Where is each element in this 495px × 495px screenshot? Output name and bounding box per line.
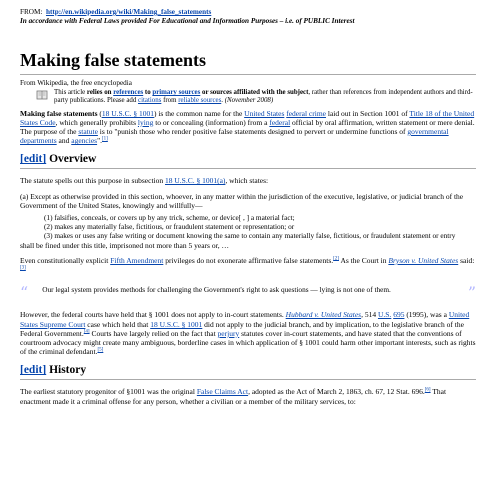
link-18-usc-1001a[interactable]: 18 U.S.C. § 1001(a) — [164, 176, 226, 186]
heading-history: [edit] History — [20, 364, 87, 377]
link-citations[interactable]: citations — [138, 97, 162, 105]
link-18-usc-1001[interactable]: 18 U.S.C. § 1001 — [101, 108, 154, 118]
statute-list — [44, 214, 476, 241]
link-federal-crime[interactable]: federal crime — [286, 108, 326, 118]
book-icon — [36, 89, 48, 101]
notice-text: This article relies on references to primary sources or sources affiliated with the subject, rather than references from independent authors and third-party publications. Please add citations from reliable sources. (November 2008) — [54, 89, 473, 105]
link-18-usc-1001-b[interactable]: 18 U.S.C. § 1001 — [150, 319, 203, 329]
link-references[interactable]: references — [113, 89, 144, 96]
link-fifth-amendment[interactable]: Fifth Amendment — [110, 255, 164, 265]
link-governmental-departments[interactable]: governmental departments — [20, 127, 449, 146]
blockquote — [20, 283, 476, 303]
link-perjury[interactable]: perjury — [217, 328, 240, 338]
ref-3[interactable]: [3] — [20, 265, 26, 271]
link-lying[interactable]: lying — [137, 117, 154, 127]
link-bryson[interactable]: Bryson v. United States — [388, 255, 459, 265]
close-quote-icon: ” — [467, 283, 476, 303]
overview-paragraph-4: Even constitutionally explicit Fifth Amendment privileges do not exonerate affirmative false statements.[2] As the Court in Bryson v. United States said:[3] — [20, 255, 475, 271]
link-false-claims-act[interactable]: False Claims Act — [196, 387, 249, 397]
history-paragraph-1: The earliest statutory progenitor of §1001 was the original False Claims Act, adopted as the Act of March 2, 1863, ch. 67, 12 Stat. 696.[6] That enactment made it a criminal offense for any person, whether a civilian or a member of the military services, to: — [20, 387, 447, 406]
overview-paragraph-1: The statute spells out this purpose in subsection 18 U.S.C. § 1001(a), which states: — [20, 176, 269, 186]
overview-paragraph-3: shall be fined under this title, imprisoned not more than 5 years or, … — [20, 240, 230, 250]
quote-text: Our legal system provides methods for challenging the Government's right to ask questions — lying is not one of them. — [42, 285, 391, 295]
notice-date: (November 2008) — [224, 97, 274, 105]
link-united-states[interactable]: United States — [244, 108, 285, 118]
ref-5[interactable]: [5] — [97, 347, 104, 353]
link-hubbard[interactable]: Hubbard v. United States — [285, 310, 362, 320]
intro-paragraph: Making false statements (18 U.S.C. § 1001) is the common name for the United States federal crime laid out in Section 1001 of Title 18 of the United States Code, which generally prohibits lying to or concealing (information) from a federal official by oral affirmation, written statement or mere denial. The purpose of the statute is to "punish those who render positive false statements designed to pervert or undermine functions of governmental departments and agencies".[1] — [20, 108, 475, 146]
ref-4[interactable]: [4] — [83, 329, 90, 335]
page-title: Making false statements — [20, 50, 206, 70]
link-primary-sources[interactable]: primary sources — [152, 89, 201, 96]
link-agencies[interactable]: agencies — [71, 136, 98, 146]
open-quote-icon: “ — [20, 283, 29, 303]
ref-1[interactable]: [1] — [102, 136, 108, 142]
page — [20, 8, 476, 412]
ref-2[interactable]: [2] — [333, 256, 339, 262]
link-supreme-court[interactable]: United States Supreme Court — [20, 310, 470, 329]
source-header — [20, 8, 476, 26]
title-divider — [20, 74, 476, 75]
link-title-18[interactable]: Title 18 of the United States Code — [20, 108, 475, 127]
ref-6[interactable]: [6] — [424, 387, 431, 393]
link-reliable-sources[interactable]: reliable sources — [178, 97, 222, 105]
sources-notice — [36, 89, 476, 106]
list-item: (1) falsifies, conceals, or covers up by any trick, scheme, or device[ , ] a material fact; — [44, 213, 295, 223]
list-item: (2) makes any materially false, fictitious, or fraudulent statement or representation; or — [44, 221, 295, 231]
edit-link-history[interactable]: [edit] — [20, 364, 47, 377]
overview-paragraph-5: However, the federal courts have held that § 1001 does not apply to in-court statements. Hubbard v. United States, 514 U.S. 695 (1995), was a United States Supreme Court case which held that 18 U.S.C. § 1001 did not apply to the judicial branch, and by implication, to the legislative branch of the Federal Government.[4] Courts have largely relied on the fact that perjury statutes cover in-court statements, and have stated that the conventions of courtroom advocacy might create many ambiguous, borderline cases in which application of § 1001 could harm other important interests, such as rights of the criminal defendant.[5] — [20, 310, 476, 357]
from-label: FROM: — [20, 8, 43, 16]
link-us[interactable]: U.S. — [377, 310, 392, 320]
link-statute[interactable]: statute — [78, 127, 98, 136]
overview-divider — [20, 168, 476, 169]
from-wikipedia-tagline: From Wikipedia, the free encyclopedia — [20, 79, 132, 87]
overview-paragraph-2: (a) Except as otherwise provided in this section, whoever, in any matter within the jurisdiction of the executive, legislative, or judicial branch of the Government of the United States, knowingly and willfully— — [20, 191, 464, 210]
list-item: (3) makes or uses any false writing or document knowing the same to contain any materially false, fictitious, or fraudulent statement or entry — [44, 230, 456, 240]
history-divider — [20, 379, 476, 380]
source-url-link[interactable]: http://en.wikipedia.org/wiki/Making_false_statements — [45, 8, 212, 16]
legal-note: In accordance with Federal Laws provided For Educational and Information Purposes – i.e. of PUBLIC Interest — [20, 17, 355, 25]
edit-link-overview[interactable]: [edit] — [20, 153, 47, 166]
heading-overview: [edit] Overview — [20, 153, 97, 166]
link-federal[interactable]: federal — [269, 117, 291, 127]
link-695[interactable]: 695 — [393, 310, 405, 320]
